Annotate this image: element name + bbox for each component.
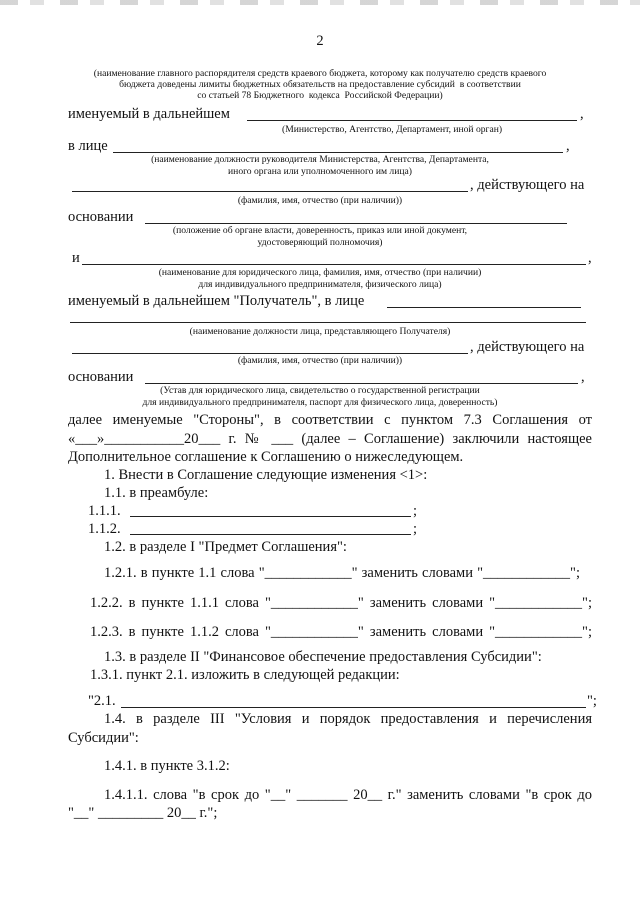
basis1-note-line-1: (положение об органе власти, доверенность, приказ или иной документ,	[172, 225, 468, 236]
recipient-label: именуемый в дальнейшем "Получатель", в лице	[68, 293, 365, 309]
item-1-2-1: 1.2.1. в пункте 1.1 слова "____________" заменить словами "____________";	[104, 565, 580, 581]
item-1-4-1-1-line-1: 1.4.1.1. слова "в срок до "__" _______ 20__ г." заменить словами "в срок до	[104, 787, 592, 803]
basis2-note-line-1: (Устав для юридического лица, свидетельство о государственной регистрации	[160, 385, 480, 396]
item-1-3-1: 1.3.1. пункт 2.1. изложить в следующей редакции:	[90, 667, 400, 683]
person1-end: ,	[566, 138, 570, 154]
item-1-2: 1.2. в разделе I "Предмет Соглашения":	[104, 539, 347, 555]
name1-fill-line	[72, 191, 468, 192]
agreement-line-1: далее именуемые "Стороны", в соответствии с пунктом 7.3 Соглашения от	[68, 412, 592, 428]
item-1-3: 1.3. в разделе II "Финансовое обеспечение предоставления Субсидии":	[104, 649, 542, 665]
ref1-end: ,	[580, 106, 584, 122]
item-1-1-2-end: ;	[413, 521, 418, 537]
item-1-2-2: 1.2.2. в пункте 1.1.1 слова "____________" заменить словами "____________";	[90, 595, 592, 611]
basis1-label: основании	[68, 209, 134, 225]
basis2-label: основании	[68, 369, 134, 385]
quote-2-1: "2.1.	[88, 693, 116, 709]
item-1-4-1-1-line-2: "__" _________ 20__ г.";	[68, 805, 218, 821]
header-note-line-3: со статьей 78 Бюджетного кодекса Российской Федерации)	[197, 90, 443, 101]
person1-fill-line	[113, 152, 563, 153]
item-1-4-1: 1.4.1. в пункте 3.1.2:	[104, 758, 230, 774]
basis2-note-line-2: для индивидуального предпринимателя, паспорт для физического лица, доверенность)	[142, 397, 498, 408]
item-1-4-line-1: 1.4. в разделе III "Условия и порядок предоставления и перечисления	[104, 711, 592, 727]
item-1-1-2-fill-line	[130, 534, 411, 535]
page-number: 2	[316, 33, 324, 49]
agreement-line-3: Дополнительное соглашение к Соглашению о нижеследующем.	[68, 449, 464, 465]
and-note-line-1: (наименование для юридического лица, фамилия, имя, отчество (при наличии)	[158, 267, 482, 278]
item-1-2-3: 1.2.3. в пункте 1.1.2 слова "____________" заменить словами "____________";	[90, 624, 592, 640]
name2-suffix: , действующего на	[470, 339, 585, 355]
person1-note-line-2: иного органа или уполномоченного им лица)	[228, 166, 412, 177]
agreement-line-2: «___»___________20___ г. № ___ (далее – Соглашение) заключили настоящее	[68, 431, 592, 447]
basis2-fill-line	[145, 383, 578, 384]
item-1-1: 1.1. в преамбуле:	[104, 485, 209, 501]
and-label: и	[72, 250, 80, 266]
item-1-1-1: 1.1.1.	[88, 503, 121, 519]
name1-note: (фамилия, имя, отчество (при наличии))	[237, 195, 403, 206]
person1-label: в лице	[68, 138, 108, 154]
recipient-note: (наименование должности лица, представляющего Получателя)	[189, 326, 451, 337]
item-1-1-2: 1.1.2.	[88, 521, 121, 537]
header-note-line-1: (наименование главного распорядителя средств краевого бюджета, которому как получателю средств краевого	[93, 68, 547, 79]
basis1-note-line-2: удостоверяющий полномочия)	[257, 237, 383, 248]
item-1-1-1-fill-line	[130, 516, 411, 517]
name2-fill-line	[72, 353, 468, 354]
quote-2-1-fill-line	[121, 707, 586, 708]
and-fill-line	[82, 264, 586, 265]
name2-note: (фамилия, имя, отчество (при наличии))	[237, 355, 403, 366]
and-note-line-2: для индивидуального предпринимателя, физического лица)	[198, 279, 442, 290]
ref1-note: (Министерство, Агентство, Департамент, иной орган)	[282, 124, 503, 135]
scan-edge-artifact	[0, 0, 640, 5]
quote-2-1-end: ";	[587, 693, 597, 709]
ref1-label: именуемый в дальнейшем	[68, 106, 230, 122]
and-end: ,	[588, 250, 592, 266]
recipient-second-line	[70, 322, 586, 323]
item-1-4-line-2: Субсидии":	[68, 730, 139, 746]
header-note-line-2: бюджета доведены лимиты бюджетных обязательств на предоставление субсидий в соответствии	[119, 79, 521, 90]
ref1-fill-line	[247, 120, 577, 121]
basis2-end: ,	[581, 369, 585, 385]
item-1-1-1-end: ;	[413, 503, 418, 519]
person1-note-line-1: (наименование должности руководителя Министерства, Агентства, Департамента,	[151, 154, 489, 165]
name1-suffix: , действующего на	[470, 177, 585, 193]
basis1-fill-line	[145, 223, 567, 224]
recipient-fill-line	[387, 307, 581, 308]
item-1: 1. Внести в Соглашение следующие изменения <1>:	[104, 467, 428, 483]
